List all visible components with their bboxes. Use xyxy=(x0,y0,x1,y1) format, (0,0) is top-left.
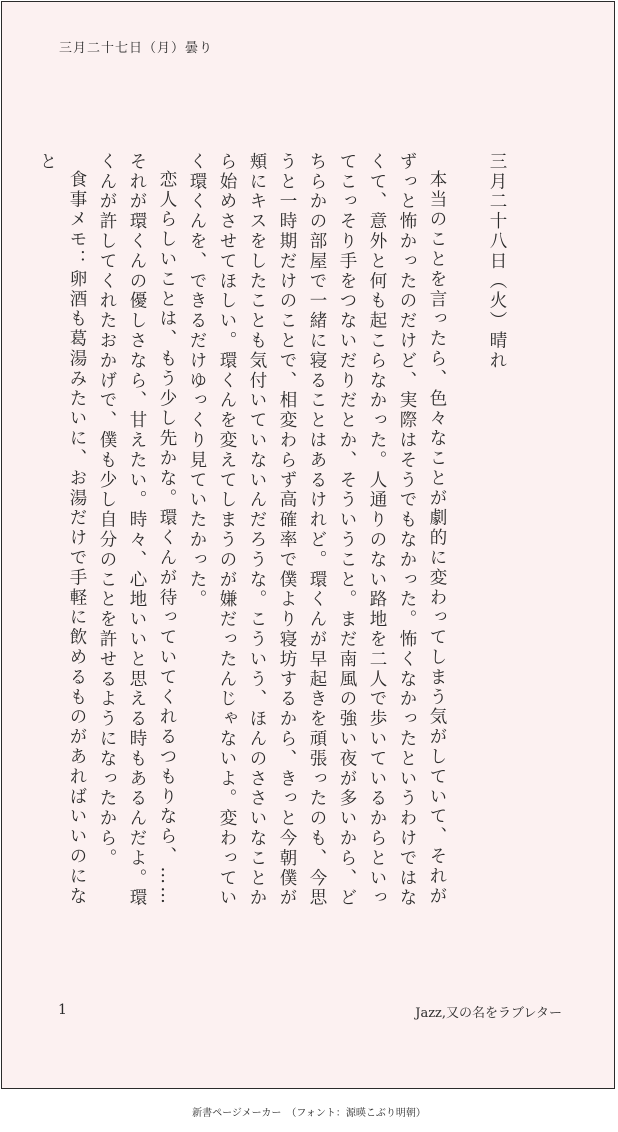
paragraph: 本当のことを言ったら、色々なことが劇的に変わってしまう気がしていて、それがずっと怖かったのだけど、実際はそうでもなかった。怖くなかったというわけではなくて、意外と何も起こらなかった。人通りのない路地を二人で歩いているからといってこっそり手をつないだりだとか、そういうこと。まだ南風の強い夜が多いから、どちらかの部屋で一緒に寝ることはあるけれど。環くんが早起きを頑張ったのも、今思うと一時期だけのことで、相変わらず高確率で僕より寝坊するから、きっと今朝僕が頬にキスをしたことも気付いていないんだろうな。こういう、ほんのささいなことから始めさせてほしい。環くんを変えてしまうのが嫌だったんじゃないよ。変わっていく環くんを、できるだけゆっくり見ていたかった。 xyxy=(187,152,447,909)
running-header: 三月二十七日（月）曇り xyxy=(59,41,214,56)
page-number: 1 xyxy=(58,1002,67,1018)
diary-date-heading: 三月二十八日（火）晴れ xyxy=(487,152,507,371)
book-title: Jazz,又の名をラブレター xyxy=(415,1006,562,1021)
paragraph: 食事メモ：卵酒も葛湯みたいに、お湯だけで手軽に飲めるものがあればいいのになと xyxy=(37,152,87,906)
paragraph: 恋人らしいことは、もう少し先かな。環くんが待っていてくれるつもりなら、……それが環くんの優しさなら、甘えたい。時々、心地いいと思える時もあるんだよ。環くんが許してくれたおかげで、僕も少し自分のことを許せるようになったから。 xyxy=(97,152,177,909)
body-text xyxy=(37,152,512,912)
book-page xyxy=(1,1,615,1089)
generator-credit: 新書ページメーカー （フォント：源暎こぶり明朝） xyxy=(192,1108,426,1119)
